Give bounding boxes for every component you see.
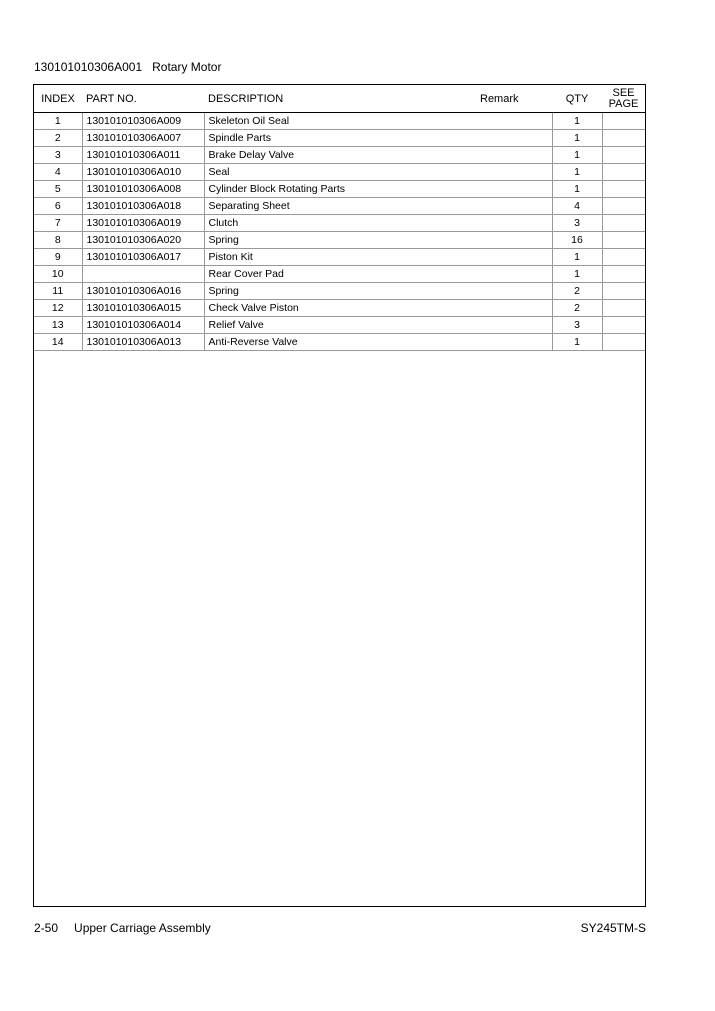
table-row [34, 283, 645, 300]
parts-table-body [34, 113, 645, 351]
table-row [34, 249, 645, 266]
row-qty: 2 [552, 283, 602, 300]
row-index: 3 [34, 147, 82, 164]
row-qty: 1 [552, 113, 602, 130]
row-part-number: 130101010306A020 [82, 232, 204, 249]
table-header-row [34, 85, 645, 113]
table-row [34, 130, 645, 147]
row-remark [480, 130, 552, 147]
row-see-page [602, 147, 645, 164]
row-index: 7 [34, 215, 82, 232]
row-part-number: 130101010306A019 [82, 215, 204, 232]
row-part-number: 130101010306A009 [82, 113, 204, 130]
row-index: 13 [34, 317, 82, 334]
parts-table [34, 85, 645, 351]
row-see-page [602, 198, 645, 215]
row-qty: 1 [552, 181, 602, 198]
row-see-page [602, 266, 645, 283]
table-row [34, 113, 645, 130]
row-part-number: 130101010306A008 [82, 181, 204, 198]
page-number: 2-50 [34, 921, 59, 935]
row-qty: 16 [552, 232, 602, 249]
row-description: Piston Kit [204, 249, 480, 266]
row-qty: 1 [552, 147, 602, 164]
table-row [34, 317, 645, 334]
document-header [34, 60, 221, 74]
row-see-page [602, 113, 645, 130]
row-part-number: 130101010306A014 [82, 317, 204, 334]
row-part-number [82, 266, 204, 283]
row-part-number: 130101010306A016 [82, 283, 204, 300]
table-row [34, 164, 645, 181]
row-qty: 3 [552, 317, 602, 334]
table-row [34, 181, 645, 198]
row-qty: 2 [552, 300, 602, 317]
row-qty: 1 [552, 130, 602, 147]
row-description: Anti-Reverse Valve [204, 334, 480, 351]
row-description: Clutch [204, 215, 480, 232]
row-see-page [602, 300, 645, 317]
row-remark [480, 232, 552, 249]
row-remark [480, 283, 552, 300]
row-see-page [602, 317, 645, 334]
row-index: 5 [34, 181, 82, 198]
row-description: Seal [204, 164, 480, 181]
row-description: Skeleton Oil Seal [204, 113, 480, 130]
row-index: 9 [34, 249, 82, 266]
row-see-page [602, 215, 645, 232]
row-index: 14 [34, 334, 82, 351]
table-row [34, 232, 645, 249]
row-see-page [602, 181, 645, 198]
see-page-line-2: PAGE [608, 97, 639, 110]
row-qty: 1 [552, 249, 602, 266]
row-see-page [602, 249, 645, 266]
row-description: Spring [204, 283, 480, 300]
row-description: Relief Valve [204, 317, 480, 334]
row-index: 12 [34, 300, 82, 317]
row-qty: 3 [552, 215, 602, 232]
table-row [34, 334, 645, 351]
footer-left [34, 921, 211, 935]
row-part-number: 130101010306A010 [82, 164, 204, 181]
column-header-remark: Remark [480, 85, 552, 113]
row-see-page [602, 334, 645, 351]
document-footer [34, 921, 646, 935]
row-description: Spindle Parts [204, 130, 480, 147]
row-index: 1 [34, 113, 82, 130]
row-part-number: 130101010306A011 [82, 147, 204, 164]
row-description: Separating Sheet [204, 198, 480, 215]
assembly-title: Rotary Motor [152, 60, 222, 74]
table-row [34, 266, 645, 283]
model-name: SY245TM-S [580, 921, 646, 935]
row-remark [480, 215, 552, 232]
table-row [34, 300, 645, 317]
row-index: 11 [34, 283, 82, 300]
row-part-number: 130101010306A018 [82, 198, 204, 215]
table-row [34, 198, 645, 215]
row-see-page [602, 130, 645, 147]
row-description: Cylinder Block Rotating Parts [204, 181, 480, 198]
row-remark [480, 317, 552, 334]
row-remark [480, 334, 552, 351]
row-remark [480, 113, 552, 130]
row-remark [480, 266, 552, 283]
assembly-part-number: 130101010306A001 [34, 60, 143, 74]
row-qty: 4 [552, 198, 602, 215]
row-index: 4 [34, 164, 82, 181]
row-description: Check Valve Piston [204, 300, 480, 317]
row-description: Spring [204, 232, 480, 249]
row-remark [480, 181, 552, 198]
row-remark [480, 147, 552, 164]
row-description: Brake Delay Valve [204, 147, 480, 164]
column-header-part-no: PART NO. [82, 85, 204, 113]
column-header-description: DESCRIPTION [204, 85, 480, 113]
row-see-page [602, 164, 645, 181]
row-part-number: 130101010306A017 [82, 249, 204, 266]
table-row [34, 215, 645, 232]
row-qty: 1 [552, 266, 602, 283]
row-part-number: 130101010306A007 [82, 130, 204, 147]
row-qty: 1 [552, 334, 602, 351]
see-page-line-1: SEE [612, 86, 635, 99]
row-remark [480, 300, 552, 317]
row-index: 8 [34, 232, 82, 249]
row-part-number: 130101010306A013 [82, 334, 204, 351]
row-remark [480, 249, 552, 266]
row-index: 10 [34, 266, 82, 283]
row-see-page [602, 283, 645, 300]
row-description: Rear Cover Pad [204, 266, 480, 283]
row-part-number: 130101010306A015 [82, 300, 204, 317]
table-row [34, 147, 645, 164]
row-remark [480, 164, 552, 181]
parts-list-frame [33, 84, 646, 907]
row-see-page [602, 232, 645, 249]
row-index: 2 [34, 130, 82, 147]
section-title: Upper Carriage Assembly [74, 921, 211, 935]
column-header-qty: QTY [552, 85, 602, 113]
column-header-see-page [602, 85, 645, 113]
row-remark [480, 198, 552, 215]
row-qty: 1 [552, 164, 602, 181]
row-index: 6 [34, 198, 82, 215]
column-header-index: INDEX [34, 85, 82, 113]
